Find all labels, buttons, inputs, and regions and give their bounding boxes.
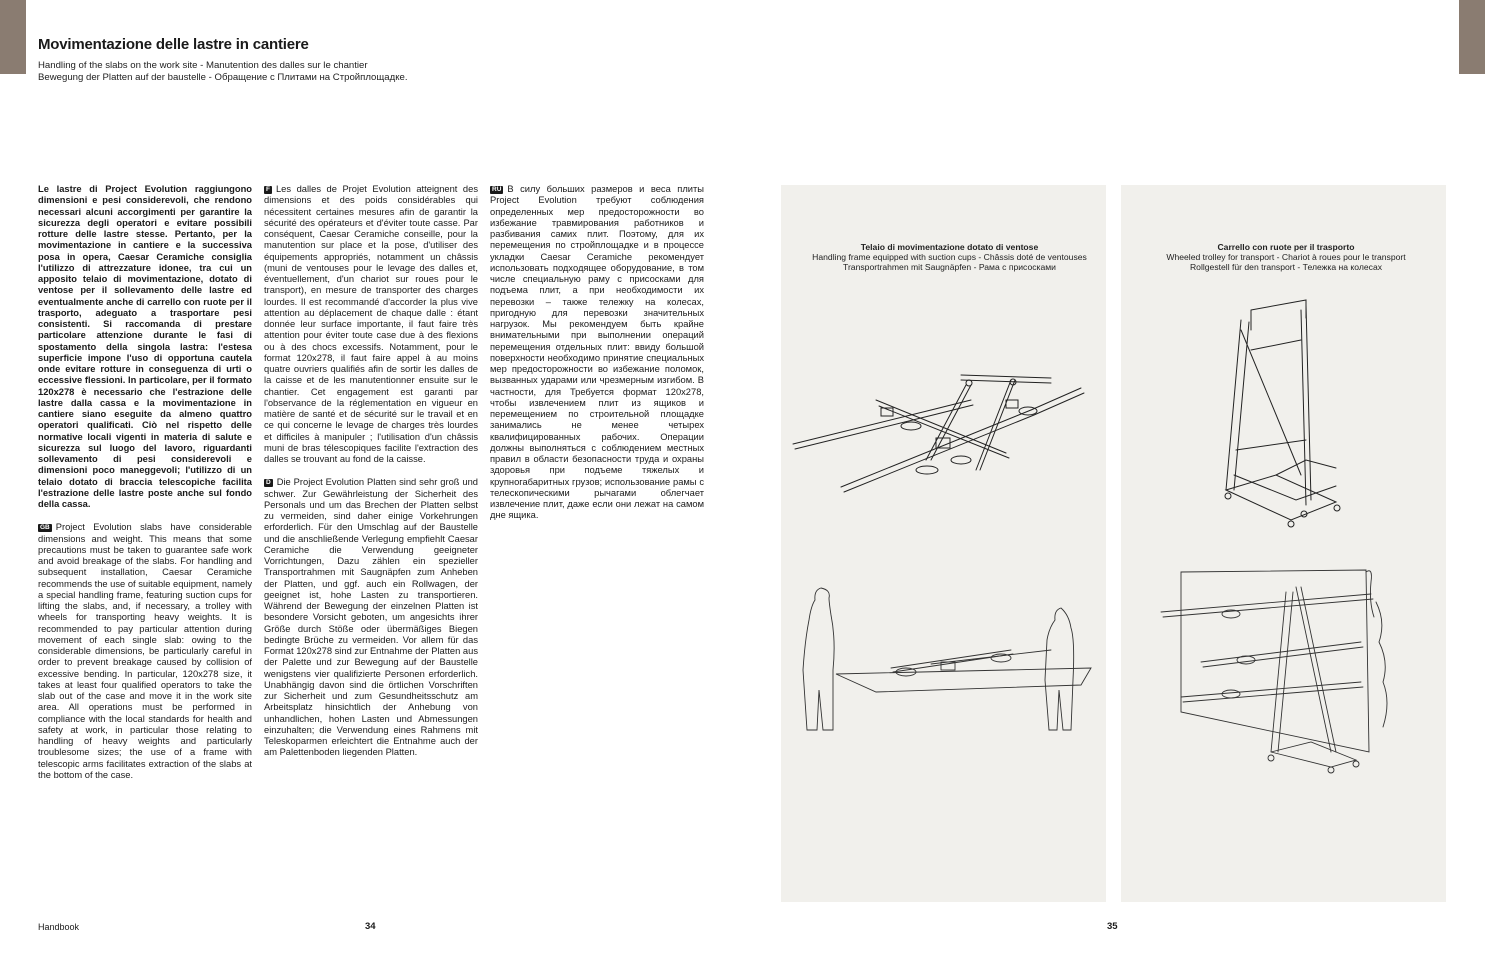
- corner-tab-right: [1459, 0, 1485, 74]
- figure-caption-line: Rollgestell für den transport - Тележка на колесах: [1189, 262, 1383, 273]
- figure-caption-trolley: [1121, 242, 1451, 273]
- page-title: Movimentazione delle lastre in cantiere: [38, 36, 309, 53]
- paragraph-french-block: [264, 184, 478, 465]
- page-number-left: 34: [365, 921, 376, 932]
- language-badge-d: D: [266, 479, 271, 487]
- handling-frame-illustration: [781, 360, 1106, 500]
- figure-caption-frame: [781, 242, 1118, 273]
- illustration-panel-frame: [781, 185, 1106, 902]
- subtitle-line: Bewegung der Platten auf der baustelle - Обращение с Плитами на Стройплощадке.: [38, 71, 408, 83]
- footer-label: Handbook: [38, 922, 80, 932]
- text-column-1: [38, 184, 252, 793]
- paragraph-russian: В силу больших размеров и веса плиты Project Evolution требуют соблюдения определенных мер предосторожности во избежание травмирования работников и разбивания самих плит. Поэтому, для их перемещения по стройплощадке и в процессе укладки Caesar Ceramiche рекомендует использовать подходящее оборудование, в том числе специальную раму с присосками для подъема плит, а при необходимости их перевозки – также тележку на колесах, пригодную для перевозки значительных нагрузок. Мы рекомендуем быть крайне внимательными при выполнении операций перемещения отдельных плит: ввиду большой поверхности необходимо принятие специальных мер предосторожности во избежание поломок, вызванных ударами или чрезмерным изгибом. В частности, для Требуется формат 120x278, чтобы извлечением плит из ящиков и перемещением по строительной площадке занимались не менее четырех квалифицированных рабочих. Операции должны выполняться с соблюдением местных правил в области безопасности труда и охраны здоровья при подъеме тяжелых и крупногабаритных грузов; использование рамы с телескопическими рычагами облегчает извлечение плит, даже если они лежат на самом дне ящика.: [490, 184, 704, 521]
- subtitle-line: Handling of the slabs on the work site - Manutention des dalles sur le chantier: [38, 60, 368, 71]
- figure-caption-line: Transportrahmen mit Saugnäpfen - Рама с присосками: [843, 262, 1056, 273]
- figure-title: Carrello con ruote per il trasporto: [1217, 242, 1355, 252]
- paragraph-italian: Le lastre di Project Evolution raggiungono dimensioni e pesi considerevoli, che rendono necessari alcuni accorgimenti per garantire la sicurezza degli operatori e evitare possibili rotture delle lastre stesse. Pertanto, per la movimentazione in cantiere e la successiva posa in opera, Caesar Ceramiche consiglia l'utilizzo di attrezzature idonee, tra cui un apposito telaio di movimentazione, dotato di ventose per il sollevamento delle lastre ed eventualmente anche di carrello con ruote per il trasporto, adeguato a trasportare pesi consistenti. Si raccomanda di prestare particolare attenzione durante le fasi di spostamento della singola lastra: l'estesa superficie impone l'uso di opportuna cautela onde evitare rotture in conseguenza di urti o eccessive flessioni. In particolare, per il formato 120x278 è necessario che l'estrazione delle lastre dalla cassa e la movimentazione in cantiere siano eseguite da almeno quattro operatori qualificati. Ciò nel rispetto delle normative locali vigenti in materia di salute e sicurezza sul luogo del lavoro, riguardanti sollevamento di pesi considerevoli e dimensioni poco maneggevoli; l'utilizzo di un telaio dotato di braccia telescopiche facilita l'estrazione delle lastre poste anche sul fondo della cassa.: [38, 184, 252, 509]
- paragraph-english-block: [38, 522, 252, 781]
- text-column-2: [264, 184, 478, 771]
- paragraph-german: Die Project Evolution Platten sind sehr groß und schwer. Zur Gewährleistung der Sicherheit des Personals und um das Brechen der Platten selbst zu vermeiden, sind daher einige Vorkehrungen erforderlich. Für den Umschlag auf der Baustelle und die anschließende Verlegung empfiehlt Caesar Ceramiche die Verwendung geeigneter Vorrichtungen, Dazu zählen ein spezieller Transportrahmen mit Saugnäpfen zum Anheben der Platten, und ggf. auch ein Rollwagen, der geeignet ist, hohe Lasten zu transportieren. Während der Bewegung der einzelnen Platten ist besondere Vorsicht geboten, um angesichts ihrer Größe durch Stöße oder übermäßiges Biegen bedingte Brüche zu vermeiden. Vor allem für das Format 120x278 sind zur Entnahme der Platten aus der Palette und zur Bewegung auf der Baustelle wenigstens vier qualifizierte Personen erforderlich. Unabhängig davon sind die örtlichen Vorschriften zur Sicherheit und zum Gesundheitsschutz am Arbeitsplatz hinsichtlich der Anhebung von unhandlichen, hohen Lasten und Abmessungen einzuhalten; die Verwendung eines Rahmens mit Teleskoparmen erleichtert die Entnahme auch der am Palettenboden liegenden Platten.: [264, 477, 478, 758]
- text-column-3: [490, 184, 704, 534]
- paragraph-french: Les dalles de Projet Evolution atteignent des dimensions et des poids considérables qui nécessitent certaines mesures afin de garantir la sécurité des opérateurs et d'éviter toute casse. Par conséquent, Caesar Ceramiche conseille, pour la manutention sur place et la pose, d'utiliser des équipements appropriés, notamment un châssis (muni de ventouses pour le levage des dalles et, éventuellement, d'un chariot sur roues pour le transport), en mesure de transporter des charges lourdes. Il est recommandé d'accorder la plus vive attention au déplacement de chaque dalle : étant donnée leur surface importante, il faut faire très attention pour éviter toute case due à des flexions ou à des chocs excessifs. Notamment, pour le format 120x278, il faut faire appel à au moins quatre ouvriers qualifiés afin de sortir les dalles de la caisse et de les manutentionner ensuite sur le chantier. Cet engagement est garanti par l'observance de la réglementation en vigueur en matière de santé et de sécurité sur le travail et en ce qui concerne le levage de charges très lourdes et difficiles à manipuler ; l'utilisation d'un châssis muni de bras télescopiques facilite l'extraction des dalles se trouvant au fond de la caisse.: [264, 184, 478, 464]
- wheeled-trolley-illustration: [1121, 290, 1446, 530]
- figure-title: Telaio di movimentazione dotato di ventose: [860, 242, 1039, 252]
- paragraph-german-block: [264, 477, 478, 758]
- language-badge-f: F: [266, 186, 270, 193]
- language-badge-ru: RU: [492, 186, 502, 193]
- workers-handling-slab-illustration: [781, 580, 1106, 740]
- figure-caption-line: Wheeled trolley for transport - Chariot à roues pour le transport: [1166, 252, 1406, 263]
- page-number-right: 35: [1107, 921, 1118, 932]
- language-badge-gb: GB: [40, 524, 50, 532]
- paragraph-russian-block: [490, 184, 704, 522]
- paragraph-english: Project Evolution slabs have considerable dimensions and weight. This means that some precautions must be taken to guarantee safe work and avoid breakage of the slabs. For handling and subsequent installation, Caesar Ceramiche recommends the use of suitable equipment, namely a special handling frame, featuring suction cups for lifting the slabs, and, if necessary, a trolley with wheels for transporting heavy weights. It is recommended to pay particular attention during movement of each single slab: owing to the considerable dimensions, be particularly careful in order to prevent breakage caused by collision of excessive bending. In particular, 120x278 size, it takes at least four qualified operators to take the slab out of the case and move it in the work site area. All operations must be performed in compliance with the local standards for health and safety at work, in particular those relating to handling of heavy weights and particularly troublesome sizes; the use of a frame with telescopic arms facilitates extraction of the slabs at the bottom of the case.: [38, 522, 252, 780]
- trolley-with-slab-illustration: [1121, 562, 1446, 772]
- figure-caption-line: Handling frame equipped with suction cups - Châssis doté de ventouses: [812, 252, 1087, 263]
- corner-tab-left: [0, 0, 26, 74]
- page-subtitle: [38, 60, 408, 83]
